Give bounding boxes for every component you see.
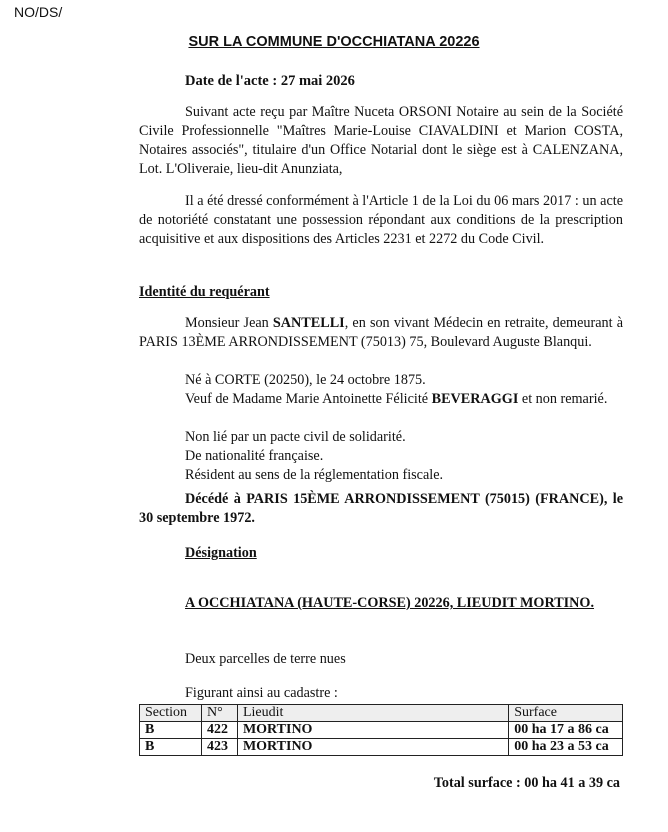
header-surface: Surface — [509, 705, 623, 722]
cell-lieudit: MORTINO — [237, 722, 508, 739]
table-row — [140, 739, 623, 756]
page-title — [0, 33, 668, 52]
nationality-line: De nationalité française. — [185, 448, 324, 464]
document-reference: NO/DS/ — [14, 4, 63, 20]
page-title-text: SUR LA COMMUNE D'OCCHIATANA 20226 — [188, 34, 480, 50]
property-location: A OCCHIATANA (HAUTE-CORSE) 20226, LIEUDIT MORTINO. — [185, 595, 595, 611]
act-paragraph-notoriety: Il a été dressé conformément à l'Article 1 de la Loi du 06 mars 2017 : un acte de notoriété constatant une possession répondant aux conditions de la prescription acquisitive et aux dispositions des Articles 2231 et 2272 du Code Civil. — [139, 193, 623, 247]
cadastre-intro: Figurant ainsi au cadastre : — [185, 685, 338, 701]
cell-section: B — [140, 739, 202, 756]
header-section: Section — [140, 705, 202, 722]
cadastre-table — [139, 704, 623, 756]
act-paragraph-notary: Suivant acte reçu par Maître Nuceta ORSONI Notaire au sein de la Société Civile Professionnelle "Maîtres Marie-Louise CIAVALDINI et Marion COSTA, Notaires associés", titulaire d'un Office Notarial dont le siège est à CALENZANA, Lot. L'Oliveraie, lieu-dit Anunziata, — [139, 104, 623, 177]
death-statement: Décédé à PARIS 15ÈME ARRONDISSEMENT (75015) (FRANCE), le 30 septembre 1972. — [139, 491, 623, 526]
cell-surface: 00 ha 23 a 53 ca — [509, 739, 623, 756]
act-date: Date de l'acte : 27 mai 2026 — [185, 73, 355, 89]
identity-intro — [139, 314, 623, 352]
pacs-line: Non lié par un pacte civil de solidarité. — [185, 429, 406, 445]
marital-prefix: Veuf de Madame Marie Antoinette Félicité — [185, 391, 432, 407]
section-heading-designation: Désignation — [185, 545, 257, 561]
total-surface: Total surface : 00 ha 41 a 39 ca — [433, 775, 620, 791]
header-lieudit: Lieudit — [237, 705, 508, 722]
section-heading-identity: Identité du requérant — [139, 284, 270, 300]
header-numero: N° — [201, 705, 237, 722]
cell-numero: 422 — [201, 722, 237, 739]
cell-lieudit: MORTINO — [237, 739, 508, 756]
cell-numero: 423 — [201, 739, 237, 756]
cell-surface: 00 ha 17 a 86 ca — [509, 722, 623, 739]
property-description: Deux parcelles de terre nues — [185, 651, 346, 667]
marital-status — [139, 390, 623, 409]
table-row — [140, 722, 623, 739]
birth-line: Né à CORTE (20250), le 24 octobre 1875. — [185, 372, 426, 388]
cadastre-header-row — [140, 705, 623, 722]
identity-intro-prefix: Monsieur Jean — [185, 315, 273, 331]
cell-section: B — [140, 722, 202, 739]
spouse-surname: BEVERAGGI — [431, 391, 519, 407]
requerant-surname: SANTELLI — [272, 315, 345, 331]
identity-intro-suffix: , en son vivant Médecin en retraite, demeurant à PARIS 13ÈME ARRONDISSEMENT (75013) 75, Boulevard Auguste Blanqui. — [139, 315, 623, 350]
marital-suffix: et non remarié. — [518, 391, 608, 407]
residence-line: Résident au sens de la réglementation fiscale. — [185, 467, 444, 483]
